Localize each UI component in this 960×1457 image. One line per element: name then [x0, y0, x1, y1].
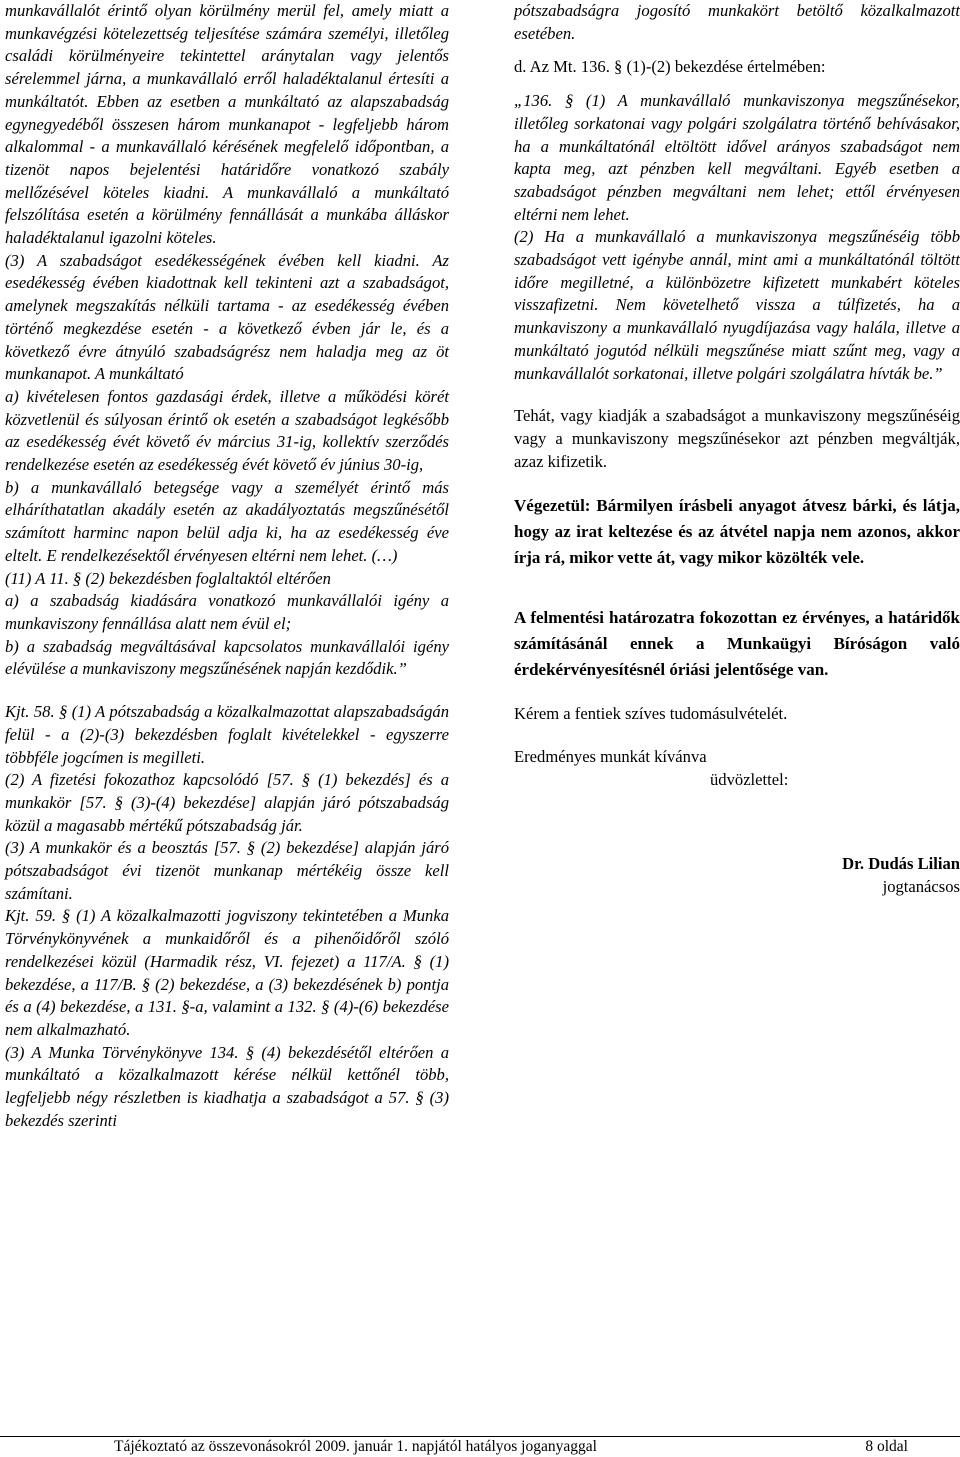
closing-wish: Eredményes munkát kívánva — [514, 747, 707, 767]
paragraph-mt-11a: a) a szabadság kiadására vonatkozó munkavállalói igény a munkaviszony fennállása alatt nem évül el; — [5, 591, 449, 633]
footer-title: Tájékoztató az összevonásokról 2009. január 1. napjától hatályos joganyaggal — [114, 1438, 597, 1455]
spacer — [514, 791, 960, 853]
spacer — [514, 726, 960, 746]
paragraph-mt-3b: b) a munkavállaló betegsége vagy a személyét érintő más elháríthatatlan akadály esetén az akadályoztatás megszűnésétől számított harminc napon belül adja ki, ha az esedékesség éve eltelt. E rendelkezésektől érvényesen eltérni nem lehet. (…) — [5, 477, 449, 565]
paragraph-kjt-59-1: Kjt. 59. § (1) A közalkalmazotti jogviszony tekintetében a Munka Törvénykönyvének a munkaidőről és a pihenőidőről szóló rendelkezései közül (Harmadik rész, VI. fejezet) a 117/A. § (1) bekezdése, a 117/B. § (2) bekezdése, a (3) bekezdésének b) pontja és a (4) bekezdése, a 131. §-a, valamint a 132. § (4)-(6) bekezdése nem alkalmazható. — [5, 906, 449, 1039]
paragraph-final-note: Végezetül: Bármilyen írásbeli anyagot átvesz bárki, és látja, hogy az irat keltezése és az átvétel napja nem azonos, akkor írja rá, mikor vette át, vagy mikor közölték vele. — [514, 496, 960, 568]
closing-greeting: üdvözlettel: — [710, 769, 789, 789]
spacer — [514, 385, 960, 405]
left-column — [5, 0, 449, 1132]
paragraph-mt-3a: a) kivételesen fontos gazdasági érdek, illetve a működési körét közvetlenül és súlyosan érintő ok esetén a szabadságot legkésőbb az esedékesség évét követő év március 31-ig, kollektív szerződés rendelkezése esetén az esedékesség évét követő év június 30-ig, — [5, 386, 449, 475]
paragraph-mt-3: (3) A szabadságot esedékességének évében kell kiadni. Az esedékesség évében kiadottnak kell tekinteni azt a szabadságot, amelynek megszakítás nélküli tartama - az esedékesség évében történő megkezdése esetén - a következő évben jár le, és a következő évre átnyúló szabadságrész nem haladja meg az öt munkanapot. A munkáltató — [5, 250, 449, 384]
paragraph-kjt-58-2: (2) A fizetési fokozathoz kapcsolódó [57. § (1) bekezdés] és a munkakör [57. § (3)-(4) bekezdése] alapján járó pótszabadság közül a magasabb mértékű pótszabadság jár. — [5, 770, 449, 835]
paragraph-kjt-58-1: Kjt. 58. § (1) A pótszabadság a közalkalmazottat alapszabadságán felül - a (2)-(3) bekezdésben foglalt kivételekkel - egyszerre többféle jogcímen is megilleti. — [5, 702, 449, 767]
paragraph-mt-11b: b) a szabadság megváltásával kapcsolatos munkavállalói igény elévülése a munkaviszony megszűnésének napján kezdődik.” — [5, 636, 449, 679]
closing-request: Kérem a fentiek szíves tudomásulvételét. — [514, 704, 788, 724]
paragraph-mt-136-2: (2) Ha a munkavállaló a munkaviszonya megszűnéséig több szabadságot vett igénybe annál, mint ami a munkáltatónál töltött időre megilletné, a különbözetre kifizetett munkabért köteles visszafizetni. Nem követelhető vissza a túlfizetés, ha a munkaviszony a munkavállaló nyugdíjazása vagy halála, illetve a munkáltató jogutód nélküli megszűnése miatt szűnt meg, vagy a munkavállalót sorkatonai, illetve polgári szolgálatra hívták be.” — [514, 227, 960, 383]
heading-mt-136: d. Az Mt. 136. § (1)-(2) bekezdése értelmében: — [514, 57, 826, 77]
right-column — [514, 0, 960, 899]
paragraph-summary: Tehát, vagy kiadják a szabadságot a munkaviszony megszűnéséig vagy a munkaviszony megszűnésekor azt pénzben megváltják, azaz kifizetik. — [514, 406, 960, 471]
signature-role: jogtanácsos — [882, 877, 960, 897]
paragraph-continuation: pótszabadságra jogosító munkakört betöltő közalkalmazott esetében. — [514, 1, 960, 43]
paragraph-kjt-59-3: (3) A Munka Törvénykönyve 134. § (4) bekezdésétől eltérően a munkáltató a közalkalmazott kérése nélkül kettőnél több, legfeljebb négy részletben is kiadhatja a szabadságot a 57. § (3) bekezdés szerinti — [5, 1042, 449, 1130]
paragraph-mt-excerpt: munkavállalót érintő olyan körülmény merül fel, amely miatt a munkavégzési kötelezettség teljesítése számára személyi, illetőleg családi körülményeire tekintettel aránytalan vagy jelentős sérelemmel járna, a munkavállaló erről haladéktalanul értesíti a munkáltatót. Ebben az esetben a munkáltató az alapszabadság egynegyedéből összesen három munkanapot - legfeljebb három alkalommal - a munkavállaló kérésének megfelelő időpontban, a tizenöt napos bejelentési határidőre vonatkozó szabály mellőzésével köteles kiadni. A munkavállaló a munkáltató felszólítása esetén a körülmény fennállását a munkába álláskor haladéktalanul igazolni köteles. — [5, 1, 449, 248]
spacer — [5, 681, 449, 701]
paragraph-mt-136-1: „136. § (1) A munkavállaló munkaviszonya megszűnésekor, illetőleg sorkatonai vagy polgári szolgálatra történő behívásakor, ha a munkáltatónál eltöltött idővel arányos szabadságot nem kapta meg, azt pénzben kell megváltani. Egyéb esetben a szabadságot pénzben megváltani nem lehet; ettől érvényesen eltérni nem lehet. — [514, 91, 960, 224]
spacer — [514, 571, 960, 605]
page-footer — [0, 1436, 960, 1457]
signature-name: Dr. Dudás Lilian — [842, 854, 960, 874]
paragraph-dismissal-note: A felmentési határozatra fokozottan ez érvényes, a határidők számításánál ennek a Munkaügyi Bíróságon való érdekérvényesítésnél óriási jelentősége van. — [514, 608, 960, 680]
spacer — [514, 473, 960, 493]
footer-page-number: 8 oldal — [865, 1438, 908, 1455]
spacer — [514, 45, 960, 56]
spacer — [514, 79, 960, 90]
spacer — [514, 683, 960, 703]
paragraph-kjt-58-3: (3) A munkakör és a beosztás [57. § (2) bekezdése] alapján járó pótszabadságot évi tizenöt munkanap mértékéig össze kell számítani. — [5, 838, 449, 903]
paragraph-mt-11: (11) A 11. § (2) bekezdésben foglaltaktól eltérően — [5, 568, 331, 588]
